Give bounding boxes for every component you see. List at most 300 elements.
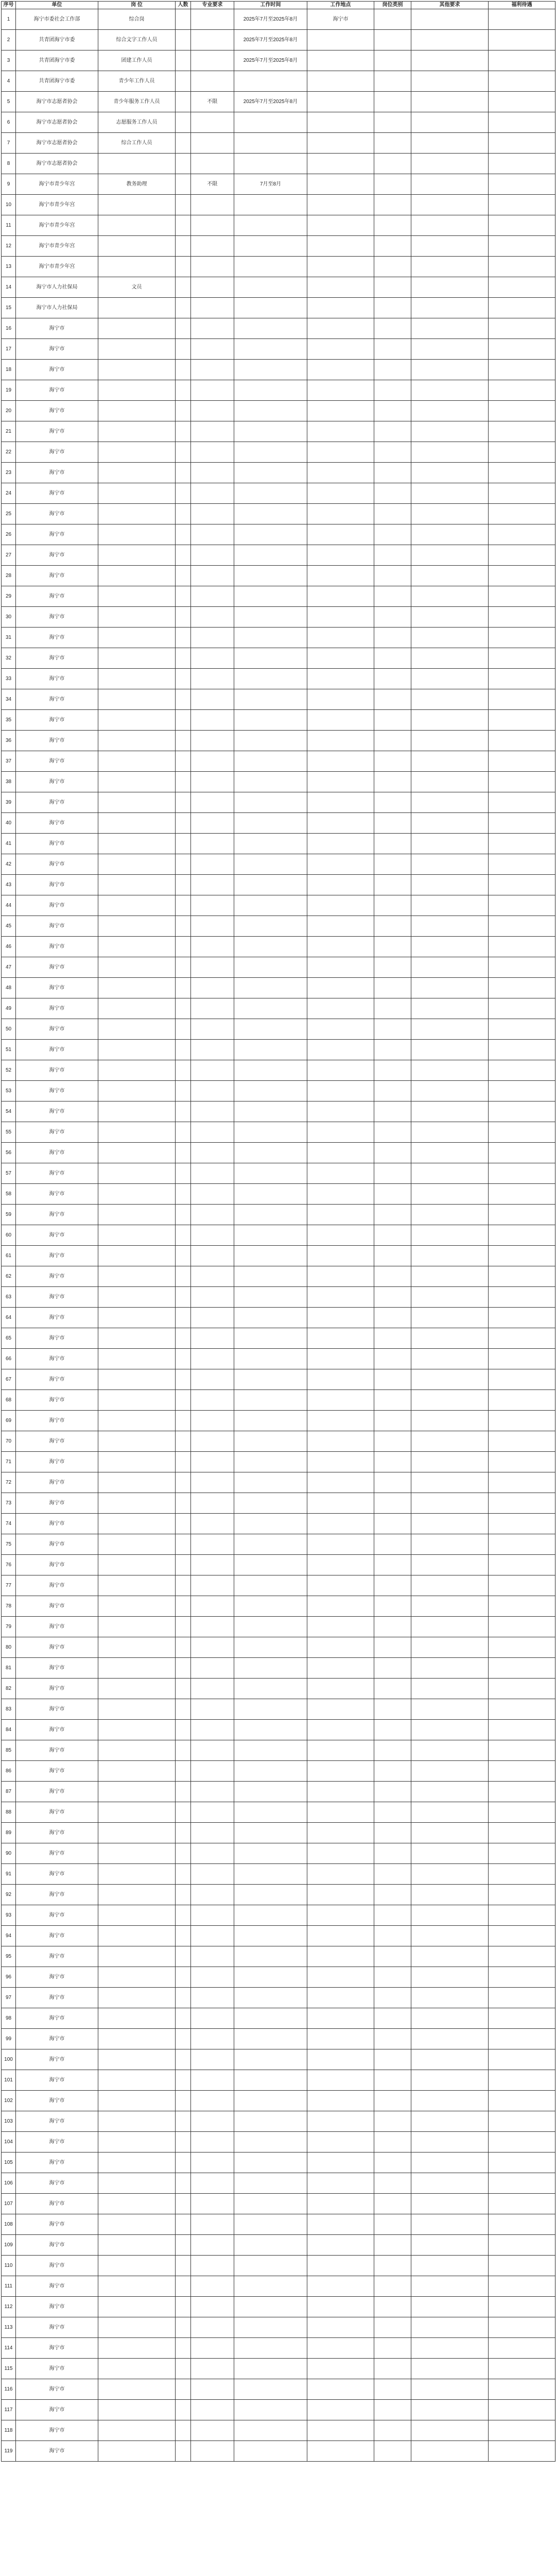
cell-time [234, 1967, 307, 1988]
cell-requirements [411, 2317, 489, 2338]
cell-unit: 海宁市 [16, 772, 98, 792]
cell-unit: 海宁市 [16, 2400, 98, 2420]
cell-major [191, 751, 234, 772]
cell-requirements [411, 731, 489, 751]
cell-index: 10 [2, 195, 16, 215]
cell-requirements [411, 689, 489, 710]
cell-location [307, 1143, 374, 1163]
cell-unit: 海宁市 [16, 834, 98, 854]
cell-unit: 海宁市 [16, 628, 98, 648]
cell-requirements [411, 1946, 489, 1967]
cell-location [307, 1658, 374, 1679]
cell-position [98, 1431, 176, 1452]
cell-location [307, 2049, 374, 2070]
cell-time [234, 1637, 307, 1658]
cell-unit: 海宁市 [16, 1493, 98, 1514]
cell-time [234, 298, 307, 318]
cell-location [307, 1514, 374, 1534]
cell-benefits [489, 1575, 555, 1596]
cell-requirements [411, 236, 489, 257]
cell-index: 71 [2, 1452, 16, 1472]
table-row [2, 1534, 555, 1555]
cell-location [307, 1431, 374, 1452]
cell-position [98, 1349, 176, 1369]
cell-category [374, 2008, 411, 2029]
cell-major [191, 257, 234, 277]
table-row [2, 1163, 555, 1184]
table-row [2, 937, 555, 957]
cell-unit: 海宁市 [16, 1596, 98, 1617]
cell-count [176, 854, 191, 875]
cell-position [98, 1617, 176, 1637]
cell-unit: 海宁市 [16, 2297, 98, 2317]
table-row [2, 360, 555, 380]
table-row [2, 566, 555, 586]
cell-benefits [489, 1843, 555, 1864]
table-row [2, 154, 555, 174]
table-row [2, 1081, 555, 1101]
cell-position [98, 1637, 176, 1658]
cell-time [234, 1802, 307, 1823]
table-row [2, 1493, 555, 1514]
cell-count [176, 195, 191, 215]
cell-location [307, 1040, 374, 1060]
cell-time [234, 2359, 307, 2379]
cell-index: 21 [2, 421, 16, 442]
cell-location [307, 1617, 374, 1637]
cell-time [234, 483, 307, 504]
table-row [2, 731, 555, 751]
cell-unit: 海宁市 [16, 731, 98, 751]
cell-benefits [489, 669, 555, 689]
cell-position [98, 1555, 176, 1575]
cell-time [234, 2297, 307, 2317]
cell-position [98, 1205, 176, 1225]
cell-position [98, 875, 176, 895]
cell-position [98, 1452, 176, 1472]
table-row [2, 504, 555, 524]
cell-count [176, 1864, 191, 1885]
cell-time [234, 1225, 307, 1246]
cell-requirements [411, 154, 489, 174]
table-row [2, 92, 555, 112]
cell-index: 65 [2, 1328, 16, 1349]
cell-count [176, 1658, 191, 1679]
cell-time [234, 710, 307, 731]
cell-position [98, 710, 176, 731]
table-row [2, 1019, 555, 1040]
cell-time [234, 1472, 307, 1493]
cell-time [234, 360, 307, 380]
cell-benefits [489, 2317, 555, 2338]
cell-major [191, 1452, 234, 1472]
cell-time [234, 2276, 307, 2297]
cell-index: 116 [2, 2379, 16, 2400]
cell-category [374, 566, 411, 586]
cell-category [374, 30, 411, 50]
cell-time [234, 133, 307, 154]
cell-position [98, 1040, 176, 1060]
cell-major [191, 298, 234, 318]
cell-unit: 海宁市 [16, 483, 98, 504]
cell-major [191, 669, 234, 689]
cell-major [191, 215, 234, 236]
cell-time: 2025年7月至2025年8月 [234, 9, 307, 30]
cell-category [374, 50, 411, 71]
table-row [2, 648, 555, 669]
cell-position [98, 380, 176, 401]
cell-time: 2025年7月至2025年8月 [234, 50, 307, 71]
cell-index: 33 [2, 669, 16, 689]
cell-location [307, 257, 374, 277]
table-row [2, 2173, 555, 2194]
cell-unit: 海宁市 [16, 1967, 98, 1988]
cell-location [307, 1122, 374, 1143]
cell-location [307, 2008, 374, 2029]
cell-category [374, 154, 411, 174]
cell-index: 29 [2, 586, 16, 607]
cell-position [98, 1266, 176, 1287]
cell-major [191, 380, 234, 401]
cell-category [374, 1699, 411, 1720]
cell-requirements [411, 1390, 489, 1411]
cell-category [374, 1514, 411, 1534]
cell-location [307, 236, 374, 257]
cell-benefits [489, 9, 555, 30]
cell-count [176, 257, 191, 277]
cell-category [374, 2359, 411, 2379]
cell-category [374, 1802, 411, 1823]
cell-requirements [411, 504, 489, 524]
cell-position [98, 792, 176, 813]
cell-position [98, 2214, 176, 2235]
cell-benefits [489, 1534, 555, 1555]
cell-time [234, 1843, 307, 1864]
cell-index: 12 [2, 236, 16, 257]
cell-category [374, 1761, 411, 1782]
cell-time [234, 1287, 307, 1308]
cell-requirements [411, 50, 489, 71]
table-row [2, 875, 555, 895]
cell-time [234, 236, 307, 257]
cell-count [176, 566, 191, 586]
cell-benefits [489, 1101, 555, 1122]
cell-time [234, 277, 307, 298]
cell-count [176, 215, 191, 236]
cell-unit: 海宁市 [16, 2008, 98, 2029]
cell-category [374, 1740, 411, 1761]
cell-position [98, 628, 176, 648]
cell-benefits [489, 215, 555, 236]
cell-requirements [411, 916, 489, 937]
cell-time [234, 895, 307, 916]
cell-major [191, 2091, 234, 2111]
cell-benefits [489, 628, 555, 648]
cell-requirements [411, 772, 489, 792]
cell-location [307, 2091, 374, 2111]
cell-location [307, 2173, 374, 2194]
cell-major [191, 1864, 234, 1885]
cell-unit: 海宁市 [16, 2091, 98, 2111]
cell-location [307, 1802, 374, 1823]
cell-position [98, 772, 176, 792]
cell-category [374, 2379, 411, 2400]
cell-category [374, 1205, 411, 1225]
cell-requirements [411, 318, 489, 339]
cell-time [234, 2338, 307, 2359]
cell-time [234, 2256, 307, 2276]
cell-location [307, 71, 374, 92]
cell-location [307, 1761, 374, 1782]
cell-index: 118 [2, 2420, 16, 2441]
cell-unit: 海宁市 [16, 1720, 98, 1740]
cell-index: 6 [2, 112, 16, 133]
cell-location [307, 628, 374, 648]
cell-requirements [411, 1287, 489, 1308]
cell-unit: 海宁市 [16, 916, 98, 937]
table-row [2, 2091, 555, 2111]
cell-major [191, 2173, 234, 2194]
cell-major [191, 1967, 234, 1988]
cell-requirements [411, 1555, 489, 1575]
table-row [2, 751, 555, 772]
cell-position [98, 318, 176, 339]
cell-benefits [489, 1452, 555, 1472]
cell-category [374, 772, 411, 792]
cell-index: 44 [2, 895, 16, 916]
cell-category [374, 1101, 411, 1122]
cell-index: 41 [2, 834, 16, 854]
cell-major [191, 112, 234, 133]
cell-major [191, 236, 234, 257]
cell-time [234, 1019, 307, 1040]
cell-major [191, 154, 234, 174]
cell-index: 48 [2, 978, 16, 998]
cell-time [234, 1823, 307, 1843]
cell-category [374, 895, 411, 916]
cell-index: 74 [2, 1514, 16, 1534]
cell-requirements [411, 524, 489, 545]
cell-count [176, 1802, 191, 1823]
cell-location [307, 772, 374, 792]
cell-major [191, 1514, 234, 1534]
cell-category [374, 1637, 411, 1658]
cell-benefits [489, 463, 555, 483]
cell-index: 91 [2, 1864, 16, 1885]
cell-benefits [489, 957, 555, 978]
cell-location [307, 2256, 374, 2276]
cell-major [191, 1699, 234, 1720]
cell-category [374, 277, 411, 298]
cell-major [191, 1390, 234, 1411]
cell-time [234, 1534, 307, 1555]
cell-unit: 海宁市 [16, 360, 98, 380]
cell-unit: 海宁市 [16, 1081, 98, 1101]
cell-major [191, 1019, 234, 1040]
cell-index: 75 [2, 1534, 16, 1555]
table-row [2, 1740, 555, 1761]
cell-major [191, 524, 234, 545]
cell-unit: 海宁市 [16, 937, 98, 957]
cell-index: 89 [2, 1823, 16, 1843]
cell-location [307, 339, 374, 360]
cell-unit: 海宁市 [16, 2235, 98, 2256]
cell-major [191, 1658, 234, 1679]
cell-index: 32 [2, 648, 16, 669]
cell-category [374, 1782, 411, 1802]
cell-category [374, 978, 411, 998]
cell-index: 72 [2, 1472, 16, 1493]
cell-location [307, 895, 374, 916]
cell-benefits [489, 524, 555, 545]
cell-count [176, 1905, 191, 1926]
cell-category [374, 1926, 411, 1946]
cell-benefits [489, 607, 555, 628]
cell-benefits [489, 792, 555, 813]
cell-category [374, 318, 411, 339]
cell-major [191, 2049, 234, 2070]
cell-count [176, 9, 191, 30]
table-row [2, 772, 555, 792]
cell-count [176, 339, 191, 360]
cell-major [191, 1843, 234, 1864]
cell-index: 1 [2, 9, 16, 30]
cell-unit: 海宁市 [16, 2338, 98, 2359]
cell-major: 不限 [191, 174, 234, 195]
cell-count [176, 2256, 191, 2276]
cell-index: 47 [2, 957, 16, 978]
cell-time [234, 607, 307, 628]
cell-major [191, 1761, 234, 1782]
cell-major [191, 1205, 234, 1225]
cell-category [374, 2441, 411, 2462]
col-header-index: 序号 [2, 2, 16, 9]
cell-index: 114 [2, 2338, 16, 2359]
cell-location [307, 2359, 374, 2379]
cell-location [307, 854, 374, 875]
table-row [2, 133, 555, 154]
cell-unit: 海宁市 [16, 875, 98, 895]
cell-count [176, 1472, 191, 1493]
cell-requirements [411, 1184, 489, 1205]
cell-position [98, 1411, 176, 1431]
cell-unit: 海宁市 [16, 401, 98, 421]
cell-location [307, 2297, 374, 2317]
cell-major [191, 463, 234, 483]
cell-major [191, 586, 234, 607]
cell-category [374, 710, 411, 731]
cell-requirements [411, 545, 489, 566]
cell-count [176, 813, 191, 834]
cell-requirements [411, 751, 489, 772]
cell-location [307, 1720, 374, 1740]
cell-position [98, 360, 176, 380]
cell-unit: 海宁市 [16, 1349, 98, 1369]
cell-major [191, 731, 234, 751]
cell-count [176, 1514, 191, 1534]
table-row [2, 483, 555, 504]
cell-major [191, 1081, 234, 1101]
cell-position [98, 1101, 176, 1122]
cell-count [176, 1411, 191, 1431]
table-row [2, 978, 555, 998]
cell-requirements [411, 854, 489, 875]
cell-major [191, 1782, 234, 1802]
cell-major [191, 895, 234, 916]
cell-location [307, 586, 374, 607]
cell-position [98, 957, 176, 978]
cell-count [176, 1967, 191, 1988]
cell-time [234, 1060, 307, 1081]
cell-index: 25 [2, 504, 16, 524]
cell-category [374, 586, 411, 607]
cell-count [176, 1122, 191, 1143]
cell-unit: 海宁市 [16, 318, 98, 339]
cell-benefits [489, 1802, 555, 1823]
cell-count [176, 1225, 191, 1246]
cell-benefits [489, 1308, 555, 1328]
cell-unit: 海宁市 [16, 1699, 98, 1720]
cell-requirements [411, 1452, 489, 1472]
cell-position [98, 566, 176, 586]
cell-location [307, 875, 374, 895]
cell-index: 117 [2, 2400, 16, 2420]
cell-location [307, 277, 374, 298]
cell-unit: 海宁市 [16, 1431, 98, 1452]
table-row [2, 1823, 555, 1843]
cell-index: 3 [2, 50, 16, 71]
cell-benefits [489, 2070, 555, 2091]
cell-category [374, 1452, 411, 1472]
cell-category [374, 1946, 411, 1967]
cell-requirements [411, 586, 489, 607]
cell-location [307, 2111, 374, 2132]
cell-unit: 海宁市 [16, 2256, 98, 2276]
table-row [2, 236, 555, 257]
cell-position [98, 669, 176, 689]
cell-count [176, 916, 191, 937]
cell-location [307, 50, 374, 71]
cell-index: 53 [2, 1081, 16, 1101]
cell-requirements [411, 1885, 489, 1905]
cell-location [307, 916, 374, 937]
cell-location [307, 669, 374, 689]
cell-time [234, 689, 307, 710]
cell-location [307, 648, 374, 669]
table-row [2, 2420, 555, 2441]
cell-position [98, 1761, 176, 1782]
cell-category [374, 9, 411, 30]
cell-category [374, 2029, 411, 2049]
cell-category [374, 2276, 411, 2297]
cell-requirements [411, 421, 489, 442]
cell-requirements [411, 2091, 489, 2111]
table-row [2, 1926, 555, 1946]
table-row [2, 2194, 555, 2214]
table-row [2, 1184, 555, 1205]
cell-time [234, 442, 307, 463]
cell-category [374, 2214, 411, 2235]
cell-count [176, 1761, 191, 1782]
cell-time [234, 1143, 307, 1163]
cell-requirements [411, 2359, 489, 2379]
cell-unit: 共青团海宁市委 [16, 71, 98, 92]
cell-position [98, 2049, 176, 2070]
cell-position [98, 1679, 176, 1699]
cell-position [98, 1514, 176, 1534]
cell-time [234, 318, 307, 339]
cell-unit: 海宁市 [16, 957, 98, 978]
